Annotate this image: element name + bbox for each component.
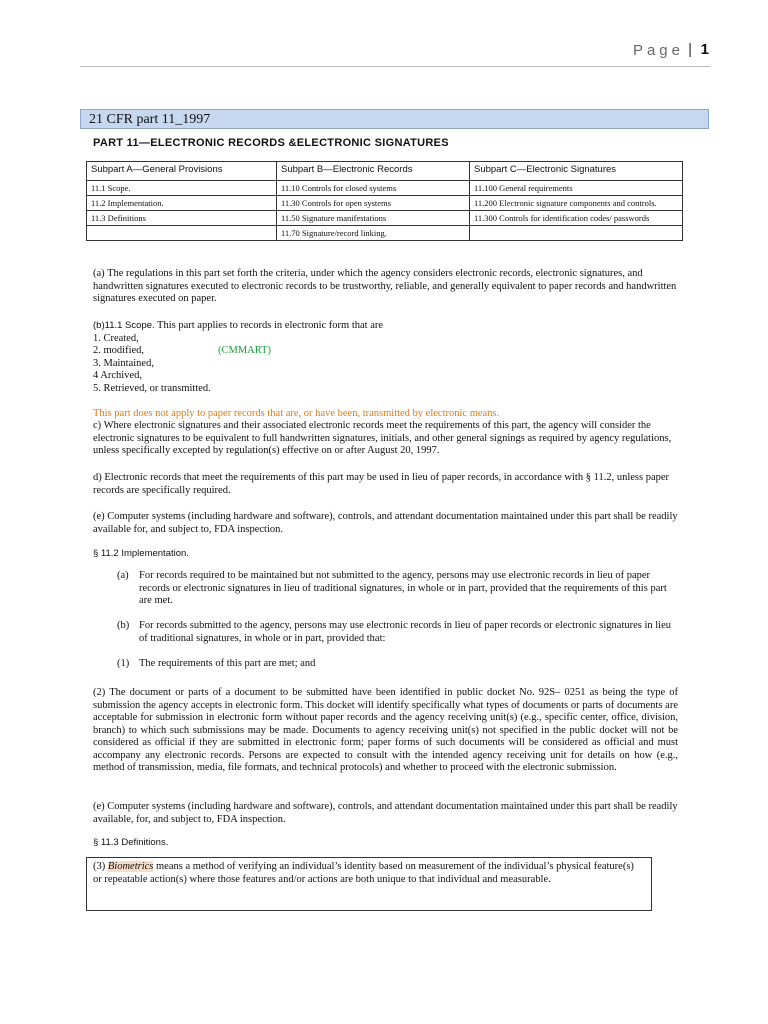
impl-item-label: (1) (117, 658, 130, 669)
paragraph-c: c) Where electronic signatures and their associated electronic records meet the requirements of this part, the agency will consider the electronic signatures to be equivalent to full handwritten signatures, initials, and other general signings as required by agency regulations, unless specifically excepted by regulation(s) effective on or after August 20, 1997. (93, 420, 672, 456)
biometrics-definition-box (86, 857, 652, 911)
table-row (87, 181, 683, 196)
scope-text: This part applies to records in electronic form that are (154, 320, 384, 331)
scope-item: 1. Created, (93, 332, 139, 344)
definitions-heading: § 11.3 Definitions. (93, 837, 169, 848)
implementation-heading: § 11.2 Implementation. (93, 548, 189, 559)
biometrics-term: Biometrics (107, 861, 154, 872)
impl-item-label: (a) (117, 570, 129, 581)
cmmart-note: (CMMART) (218, 345, 272, 356)
page-header (0, 0, 768, 90)
part-title: PART 11—ELECTRONIC RECORDS &ELECTRONIC SIGNATURES (93, 137, 449, 149)
table-row (87, 211, 683, 226)
table-cell: 11.300 Controls for identification codes/ passwords (470, 211, 683, 226)
document-title-bar: 21 CFR part 11_1997 (80, 109, 709, 129)
scope-heading: (b)11.1 Scope. (93, 320, 155, 331)
table-cell: 11.100 General requirements (470, 181, 683, 196)
subparts-table (86, 161, 683, 241)
scope-item: 2. modified, (CMMART) (93, 345, 272, 356)
table-cell: 11.2 Implementation. (87, 196, 277, 211)
table-cell: 11.3 Definitions (87, 211, 277, 226)
table-row (87, 196, 683, 211)
table-cell: 11.200 Electronic signature components and controls. (470, 196, 683, 211)
definition-text: means a method of verifying an individual’s identity based on measurement of the individual’s physical feature(s) or repeatable action(s) where those features and/or actions are both unique to that individual and measurable. (93, 861, 634, 885)
table-header-cell: Subpart C—Electronic Signatures (470, 162, 683, 181)
impl-item-label: (b) (117, 620, 130, 631)
scope-item: 5. Retrieved, or transmitted. (93, 382, 211, 394)
paper-records-note: This part does not apply to paper records that are, or have been, transmitted by electronic means. (93, 408, 500, 419)
table-cell: 11.50 Signature manifestations (277, 211, 470, 226)
paragraph-d: d) Electronic records that meet the requirements of this part may be used in lieu of paper records, in accordance with § 11.2, unless paper records are specifically required. (93, 472, 670, 496)
scope-section (93, 320, 678, 395)
table-cell (470, 226, 683, 241)
page-label: Page (632, 42, 684, 59)
table-cell: 11.70 Signature/record linking. (277, 226, 470, 241)
header-rule (80, 66, 710, 67)
table-cell: 11.30 Controls for open systems (277, 196, 470, 211)
table-header-row (87, 162, 683, 181)
scope-item: 4 Archived, (93, 370, 142, 381)
paragraph-a: (a) The regulations in this part set forth the criteria, under which the agency considers electronic records, electronic signatures, and handwritten signatures executed to electronic records to be trustworthy, reliable, and generally equivalent to paper records and handwritten signatures executed on paper. (93, 268, 677, 304)
table-cell: 11.1 Scope. (87, 181, 277, 196)
scope-item: 3. Maintained, (93, 357, 154, 369)
paragraph-2-docket: (2) The document or parts of a document to be submitted have been identified in public docket No. 92S– 0251 as being the type of submission the agency accepts in electronic form. This docket will identify specifically what types of documents or parts of documents are acceptable for submission in electronic form without paper records and the agency receiving unit(s) (e.g., specific center, office, division, branch) to which such submissions may be made. Documents to agency receiving unit(s) not specified in the public docket will not be considered as official if they are submitted in electronic form; paper forms of such documents will be considered as official and must accompany any electronic records. Persons are expected to consult with the intended agency receiving unit for details on how (e.g., method of transmission, media, file formats, and technical protocols) and whether to proceed with the electronic submission. (93, 687, 678, 773)
table-cell: 11.10 Controls for closed systems (277, 181, 470, 196)
definition-prefix: (3) (93, 861, 108, 872)
paragraph-e-inspection: (e) Computer systems (including hardware and software), controls, and attendant documentation maintained under this part shall be readily available, for, and subject to, FDA inspection. (93, 801, 678, 825)
page-number: 1 (700, 41, 709, 58)
table-cell (87, 226, 277, 241)
table-header-cell: Subpart A—General Provisions (87, 162, 277, 181)
table-row (87, 226, 683, 241)
paragraph-e-computer-systems: (e) Computer systems (including hardware and software), controls, and attendant documentation maintained under this part shall be readily available for, and subject to, FDA inspection. (93, 511, 678, 535)
page-separator: | (688, 41, 692, 58)
impl-item-text: For records required to be maintained but not submitted to the agency, persons may use electronic records in lieu of paper records or electronic signatures in lieu of traditional signatures, in whole or in part, provided that the requirements of this part are met. (139, 570, 667, 606)
table-header-cell: Subpart B—Electronic Records (277, 162, 470, 181)
impl-item-text: For records submitted to the agency, persons may use electronic records in lieu of paper records or electronic signatures in lieu of traditional signatures, in whole or in part, provided that: (139, 620, 672, 644)
impl-item-text: The requirements of this part are met; and (139, 658, 316, 669)
